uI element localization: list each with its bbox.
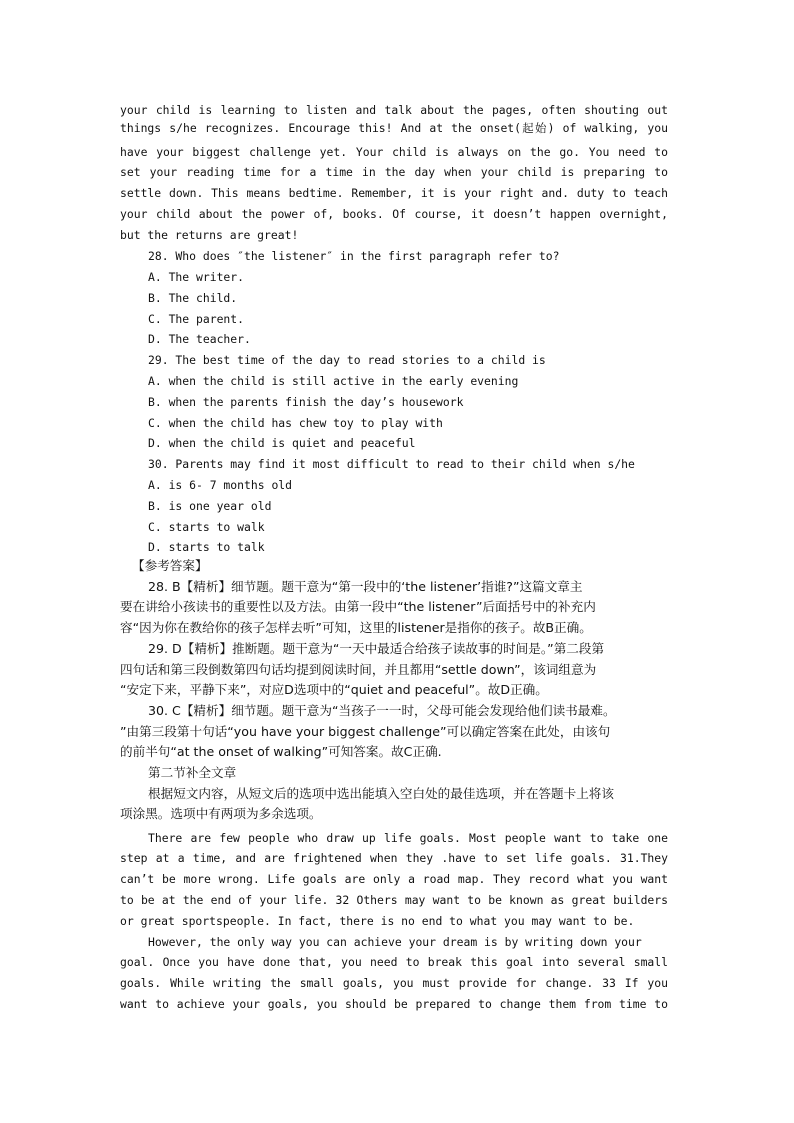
question-option: C. when the child has chew toy to play with (148, 416, 443, 430)
passage-line: goal. Once you have done that, you need to break this goal into several small (120, 955, 668, 969)
passage-line: have your biggest challenge yet. Your child is always on the go. You need to (120, 145, 668, 159)
answer-line: “安定下来，平静下来”，对应D选项中的“quiet and peaceful”。故D正确。 (120, 682, 548, 697)
question-option: C. The parent. (148, 312, 245, 326)
question-option: D. The teacher. (148, 332, 251, 346)
question-option: A. is 6- 7 months old (148, 478, 293, 492)
question-option: B. when the parents finish the day’s housework (148, 395, 464, 409)
passage-line: want to achieve your goals, you should be prepared to change them from time to (120, 997, 668, 1011)
passage-line: However, the only way you can achieve your dream is by writing down your (148, 935, 642, 949)
section-instructions: 项涂黑。选项中有两项为多余选项。 (120, 806, 322, 821)
question-stem: 28. Who does ″the listener″ in the first paragraph refer to? (148, 249, 560, 263)
passage-line: things s/he recognizes. Encourage this! And at the onset(起始) of walking, you (120, 121, 668, 135)
passage-line: step at a time, and are frightened when they .have to set life goals. 31.They (120, 851, 668, 865)
question-stem: 29. The best time of the day to read stories to a child is (148, 353, 546, 367)
passage-line: your child about the power of, books. Of course, it doesn’t happen overnight, (120, 207, 668, 221)
passage-line: or great sportspeople. In fact, there is no end to what you may want to be. (120, 914, 635, 928)
answer-line: 28. B【精析】细节题。题干意为“第一段中的‘the listener’指谁?”这篇文章主 (148, 579, 583, 594)
question-option: B. The child. (148, 291, 238, 305)
answer-heading: 【参考答案】 (132, 558, 208, 573)
question-option: D. starts to talk (148, 540, 265, 554)
answer-line: 30. C【精析】细节题。题干意为“当孩子一一时，父母可能会发现给他们读书最难。 (148, 703, 616, 718)
question-option: B. is one year old (148, 499, 272, 513)
passage-line: to be at the end of your life. 32 Others may want to be known as great builders (120, 893, 668, 907)
passage-line: settle down. This means bedtime. Remember, it is your right and. duty to teach (120, 186, 668, 200)
passage-line: goals. While writing the small goals, you must provide for change. 33 If you (120, 976, 668, 990)
answer-line: 四句话和第三段倒数第四句话均提到阅读时间，并且都用“settle down”，该词组意为 (120, 662, 597, 677)
question-option: A. The writer. (148, 270, 245, 284)
section-title: 第二节补全文章 (148, 765, 237, 780)
answer-line: 的前半句“at the onset of walking”可知答案。故C正确. (120, 744, 442, 759)
passage-line: your child is learning to listen and talk about the pages, often shouting out (120, 103, 668, 117)
section-instructions: 根据短文内容，从短文后的选项中选出能填入空白处的最佳选项，并在答题卡上将该 (148, 786, 614, 801)
answer-line: 29. D【精析】推断题。题干意为“一天中最适合给孩子读故事的时间是。”第二段第 (148, 641, 605, 656)
passage-line: can’t be more wrong. Life goals are only a road map. They record what you want (120, 872, 668, 886)
answer-line: 容“因为你在教给你的孩子怎样去听”可知，这里的listener是指你的孩子。故B正确。 (120, 620, 592, 635)
question-stem: 30. Parents may find it most difficult to read to their child when s/he (148, 457, 635, 471)
passage-line: but the returns are great! (120, 228, 299, 242)
passage-line: There are few people who draw up life goals. Most people want to take one (148, 831, 668, 845)
answer-line: ”由第三段第十句话“you have your biggest challenge”可以确定答案在此处，由该句 (120, 724, 611, 739)
passage-line: set your reading time for a time in the day when your child is preparing to (120, 165, 668, 179)
question-option: A. when the child is still active in the early evening (148, 374, 519, 388)
question-option: C. starts to walk (148, 520, 265, 534)
question-option: D. when the child is quiet and peaceful (148, 436, 416, 450)
answer-line: 要在讲给小孩读书的重要性以及方法。由第一段中“the listener”后面括号中的补充内 (120, 599, 596, 614)
